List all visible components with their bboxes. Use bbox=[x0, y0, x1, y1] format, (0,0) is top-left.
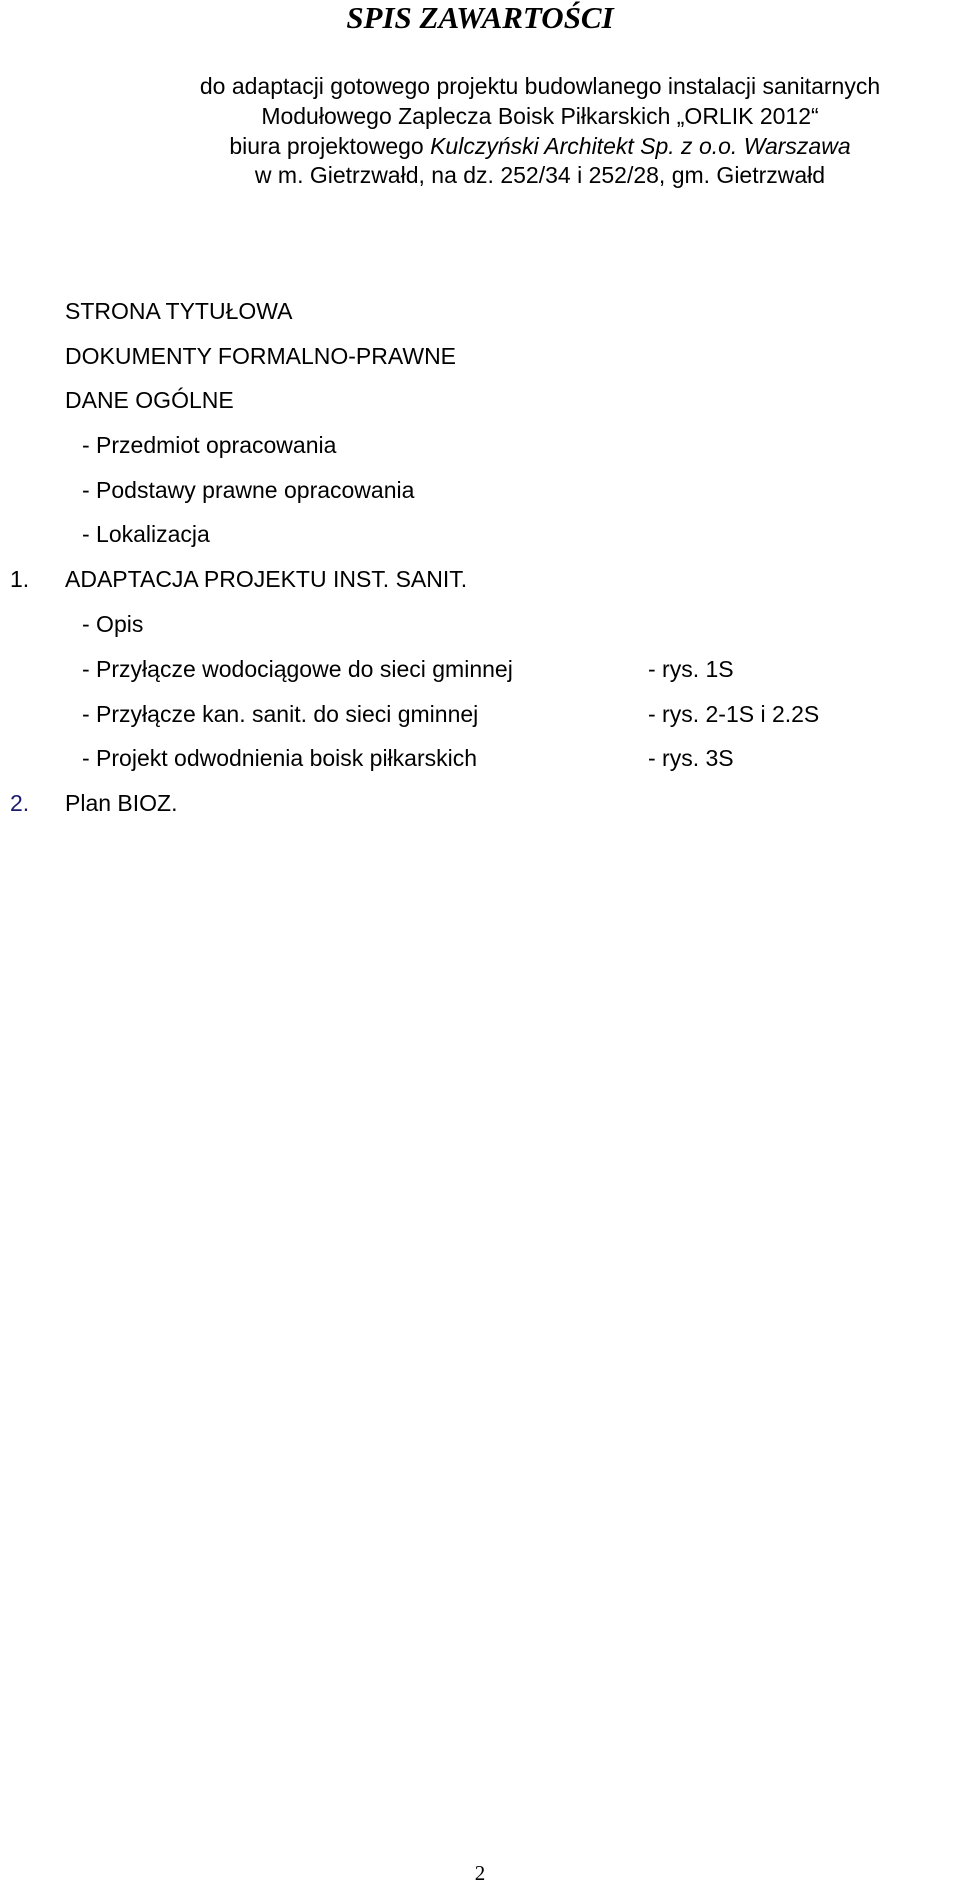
toc-sub-label: - Podstawy prawne opracowania bbox=[82, 477, 415, 503]
toc-section-1-item bbox=[0, 656, 960, 682]
toc-label: DOKUMENTY FORMALNO-PRAWNE bbox=[65, 343, 457, 369]
toc-label: STRONA TYTUŁOWA bbox=[65, 298, 293, 324]
page-number: 2 bbox=[474, 1861, 486, 1885]
toc-section-label: ADAPTACJA PROJEKTU INST. SANIT. bbox=[65, 566, 468, 592]
toc-sub-label: - Przedmiot opracowania bbox=[82, 432, 337, 458]
toc-drawing-ref: - rys. 3S bbox=[648, 745, 734, 771]
toc-sub-label: - Opis bbox=[82, 611, 144, 637]
toc-sub-label: - Projekt odwodnienia boisk piłkarskich bbox=[82, 745, 478, 771]
toc-dane-item bbox=[0, 521, 960, 547]
toc-drawing-ref: - rys. 2-1S i 2.2S bbox=[648, 701, 820, 727]
toc-section-1-item bbox=[0, 611, 960, 637]
subtitle-line-3-company: Kulczyński Architekt Sp. z o.o. Warszawa bbox=[430, 133, 851, 159]
subtitle-line-2: Modułowego Zaplecza Boisk Piłkarskich „ORLIK 2012“ bbox=[261, 103, 819, 129]
toc-sub-label: - Przyłącze wodociągowe do sieci gminnej bbox=[82, 656, 513, 682]
toc-dane-ogolne bbox=[0, 387, 960, 413]
subtitle-line-3 bbox=[150, 133, 930, 159]
toc-sub-label: - Lokalizacja bbox=[82, 521, 210, 547]
toc-section-label: Plan BIOZ. bbox=[65, 790, 178, 816]
toc-dokumenty bbox=[0, 343, 960, 369]
toc-section-2 bbox=[0, 790, 960, 816]
toc-dane-item bbox=[0, 477, 960, 503]
toc-strona-tytulowa bbox=[0, 298, 960, 324]
toc-dane-item bbox=[0, 432, 960, 458]
subtitle-line-1: do adaptacji gotowego projektu budowlanego instalacji sanitarnych bbox=[199, 73, 881, 99]
toc-section-1-item bbox=[0, 701, 960, 727]
toc-section-number: 1. bbox=[10, 566, 30, 592]
subtitle-line-4: w m. Gietrzwałd, na dz. 252/34 i 252/28, gm. Gietrzwałd bbox=[254, 162, 826, 188]
toc-section-number: 2. bbox=[10, 790, 30, 816]
toc-sub-label: - Przyłącze kan. sanit. do sieci gminnej bbox=[82, 701, 479, 727]
subtitle-line-3-prefix: biura projektowego bbox=[229, 133, 431, 159]
toc-label: DANE OGÓLNE bbox=[65, 387, 234, 413]
page-title: SPIS ZAWARTOŚCI bbox=[346, 0, 614, 35]
toc-section-1 bbox=[0, 566, 960, 592]
toc-drawing-ref: - rys. 1S bbox=[648, 656, 734, 682]
toc-section-1-item bbox=[0, 745, 960, 771]
